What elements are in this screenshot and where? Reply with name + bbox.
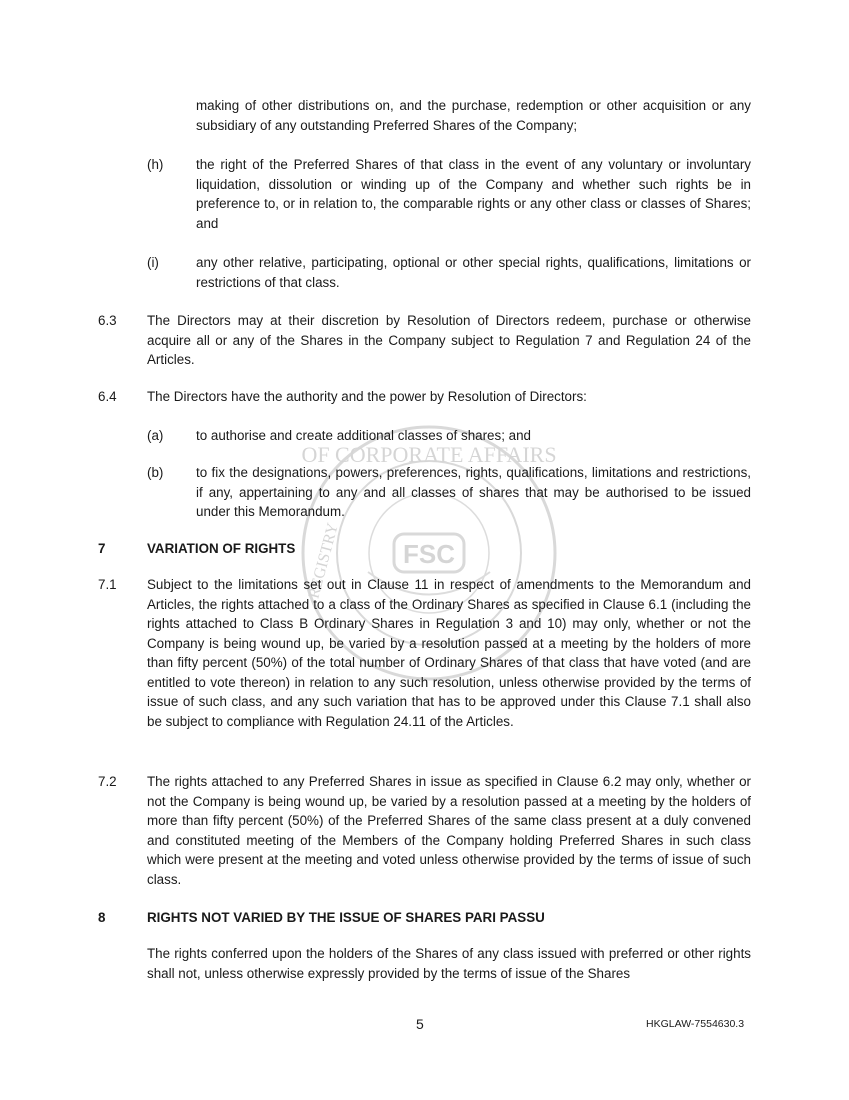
item-i-label: (i) (147, 255, 159, 270)
document-reference: HKGLAW-7554630.3 (646, 1018, 745, 1030)
section-7-title: VARIATION OF RIGHTS (147, 541, 296, 556)
item-a-text: to authorise and create additional classes of shares; and (196, 428, 531, 443)
section-7-number: 7 (98, 541, 106, 556)
seal-top-text: OF CORPORATE AFFAIRS (301, 442, 557, 467)
clause-6-3-text: The Directors may at their discretion by Resolution of Directors redeem, purchase or otherwise acquire all or any of the Shares in the Company subject to Regulation 7 and Regulation 24 of the Articles. (147, 313, 751, 367)
item-b-text: to fix the designations, powers, preferences, rights, qualifications, limitations and restrictions, if any, appertaining to any and all classes of shares that may be authorised to be issued under this Memorandum. (196, 465, 751, 519)
clause-7-2-text: The rights attached to any Preferred Shares in issue as specified in Clause 6.2 may only, whether or not the Company is being wound up, be varied by a resolution passed at a meeting by the holders of more than fifty percent (50%) of the Preferred Shares of the same class present at a duly convened and constituted meeting of the Members of the Company holding Preferred Shares in such class which were present at the meeting and voted unless otherwise provided by the terms of issue of such class. (147, 774, 751, 887)
item-h-text: the right of the Preferred Shares of that class in the event of any voluntary or involuntary liquidation, dissolution or winding up of the Company and whether such rights be in preference to, or in relation to, the comparable rights or any other class or classes of Shares; and (196, 157, 751, 231)
section-8-title: RIGHTS NOT VARIED BY THE ISSUE OF SHARES PARI PASSU (147, 910, 545, 925)
clause-7-2-number: 7.2 (98, 774, 117, 789)
item-i-text: any other relative, participating, optional or other special rights, qualifications, limitations or restrictions of that class. (196, 255, 751, 290)
clause-6-4-number: 6.4 (98, 389, 117, 404)
clause-7-1-text: Subject to the limitations set out in Clause 11 in respect of amendments to the Memorandum and Articles, the rights attached to a class of the Ordinary Shares as specified in Clause 6.1 (including the rights attached to Class B Ordinary Shares in Regulation 3 and 10) may only, whether or not the Company is being wound up, be varied by a resolution passed at a meeting by the holders of more than fifty percent (50%) of the total number of Ordinary Shares of that class that have voted (and are entitled to vote thereon) in relation to any such resolution, unless otherwise provided by the terms of issue of such class, and any such variation that has to be approved under this Clause 7.1 shall also be subject to compliance with Regulation 24.11 of the Articles. (147, 577, 751, 729)
item-a-label: (a) (147, 428, 164, 443)
page-number: 5 (416, 1016, 424, 1032)
continuation-text: making of other distributions on, and the purchase, redemption or other acquisition or any subsidiary of any outstanding Preferred Shares of the Company; (196, 98, 751, 133)
clause-7-1-number: 7.1 (98, 577, 117, 592)
clause-6-3-number: 6.3 (98, 313, 117, 328)
seal-left-text: REGISTRY (305, 521, 342, 601)
section-8-number: 8 (98, 910, 106, 925)
item-h-label: (h) (147, 157, 164, 172)
item-b-label: (b) (147, 465, 164, 480)
clause-6-4-text: The Directors have the authority and the power by Resolution of Directors: (147, 389, 587, 404)
seal-mark: FSC (403, 539, 455, 569)
section-8-text: The rights conferred upon the holders of the Shares of any class issued with preferred or other rights shall not, unless otherwise expressly provided by the terms of issue of the Shares (147, 946, 751, 981)
